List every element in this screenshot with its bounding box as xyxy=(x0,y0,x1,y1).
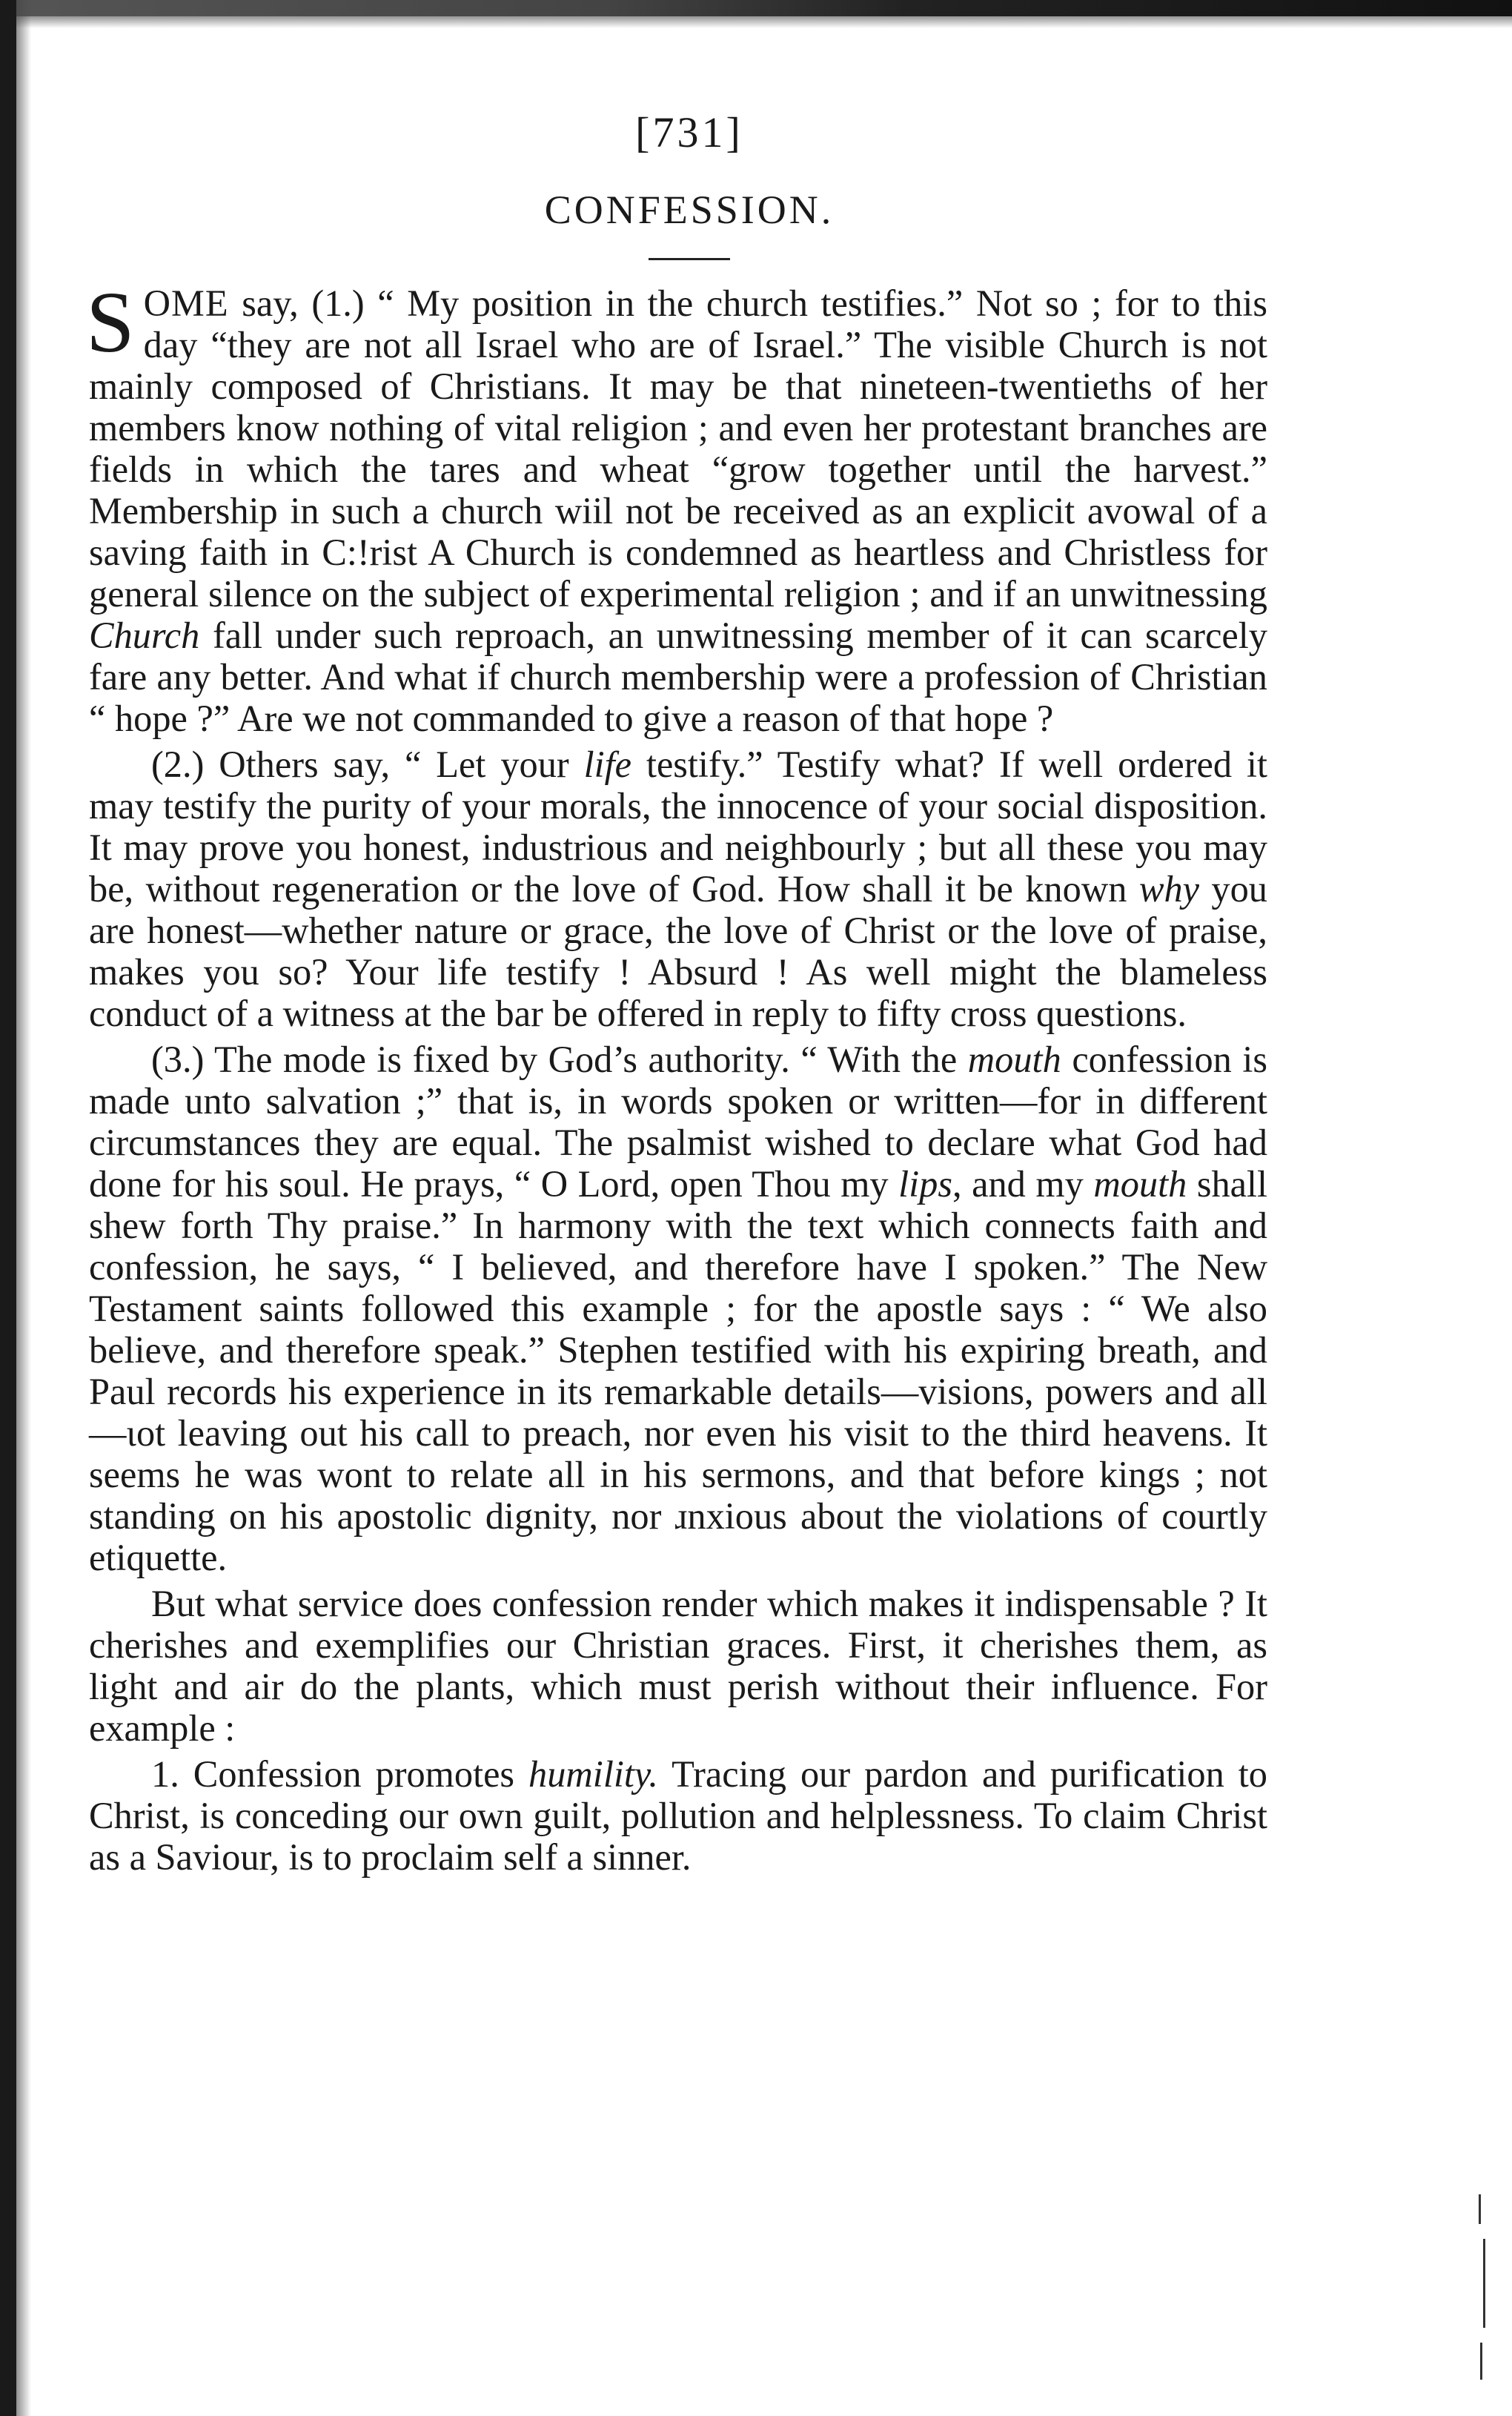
italic-term: lips xyxy=(898,1163,952,1205)
scan-left-edge xyxy=(0,0,16,2416)
italic-term: life xyxy=(583,744,632,785)
drop-cap: S xyxy=(86,274,135,371)
scan-right-marks xyxy=(1479,2194,1491,2387)
paragraph-2-text: (2.) Others say, “ Let your xyxy=(151,744,584,785)
paragraph-3-text-mid: confession is made unto salvation ;” that is, in words spoken or written—for in different circumstances they are equal. The psalmist wished to declare what God had done for his soul. He prays, “ O Lord, open Thou my xyxy=(89,1039,1267,1205)
italic-term: why xyxy=(1138,868,1199,910)
paragraph-3-text: (3.) The mode is fixed by God’s authority. “ With the xyxy=(151,1039,968,1080)
italic-term: Church xyxy=(89,615,200,656)
body-text xyxy=(86,274,1268,1878)
scan-left-shadow xyxy=(16,0,31,2416)
italic-term: mouth xyxy=(967,1039,1061,1080)
paragraph-1-text: say, (1.) “ My position in the church testifies.” Not so ; for to this day “they are not all Israel who are of Israel.” The visible Church is not mainly composed of Christians. It may be that nineteen-twentieths of her members know nothing of vital religion ; and even her protestant branches are fields in which the tares and wheat “grow together until the harvest.” Membership in such a church wiil not be received as an explicit avowal of a saving faith in C:!rist A Church is condemned as heartless and Christless for general silence on the subject of experimental religion ; and if an unwitnessing xyxy=(89,282,1267,615)
scan-top-shadow xyxy=(0,16,1512,28)
paragraph-5 xyxy=(89,1753,1267,1878)
paragraph-3 xyxy=(89,1039,1267,1578)
italic-term: humility. xyxy=(528,1753,658,1795)
paragraph-4-text: But what service does confession render which makes it indispensable ? It cherishes and exemplifies our Christian graces. First, it cherishes them, as light and air do the plants, which must perish without their influence. For example : xyxy=(89,1583,1267,1749)
small-caps: OME xyxy=(143,282,229,324)
paragraph-2-text-after: you are honest—whether nature or grace, the love of Christ or the love of praise, makes you so? Your life testify ! Absurd ! As well might the blameless conduct of a witness at the bar be offered in reply to fifty cross questions. xyxy=(89,868,1267,1034)
paragraph-4 xyxy=(89,1583,1267,1749)
page-number: [731] xyxy=(635,108,743,156)
italic-term: mouth xyxy=(1093,1163,1187,1205)
page-title: CONFESSION. xyxy=(544,188,835,232)
paragraph-2-text-mid: testify.” Testify what? If well ordered it may testify the purity of your morals, the innocence of your social disposition. It may prove you honest, industrious and neighbourly ; but all these you may be, without regeneration or the love of God. How shall it be known xyxy=(89,744,1267,910)
title-divider xyxy=(649,258,730,260)
paragraph-3-text-mid2: , and my xyxy=(952,1163,1094,1205)
paragraph-1 xyxy=(86,274,1267,739)
paragraph-2 xyxy=(89,744,1267,1034)
paragraph-5-text: 1. Confession promotes xyxy=(151,1753,529,1795)
paragraph-5-text-after: Tracing our pardon and purification to Christ, is conceding our own guilt, pollution and helplessness. To claim Christ as a Saviour, is to proclaim self a sinner. xyxy=(89,1753,1267,1878)
page xyxy=(86,108,1268,1878)
paragraph-1-text-after: fall under such reproach, an unwitnessing member of it can scarcely fare any better. And what if church membership were a profession of Christian “ hope ?” Are we not commanded to give a reason of that hope ? xyxy=(89,615,1267,739)
scan-top-edge xyxy=(0,0,1512,16)
paragraph-3-text-after: shall shew forth Thy praise.” In harmony with the text which connects faith and confession, he says, “ I believed, and therefore have I spoken.” The New Testament saints followed this example ; for the apostle says : “ We also believe, and therefore speak.” Stephen testified with his expiring breath, and Paul records his experience in its remarkable details—visions, powers and all—ιot leaving out his call to preach, nor even his visit to the third heavens. It seems he was wont to relate all in his sermons, and that before kings ; not standing on his apostolic dignity, nor ɹnxious about the violations of courtly etiquette. xyxy=(89,1163,1268,1578)
